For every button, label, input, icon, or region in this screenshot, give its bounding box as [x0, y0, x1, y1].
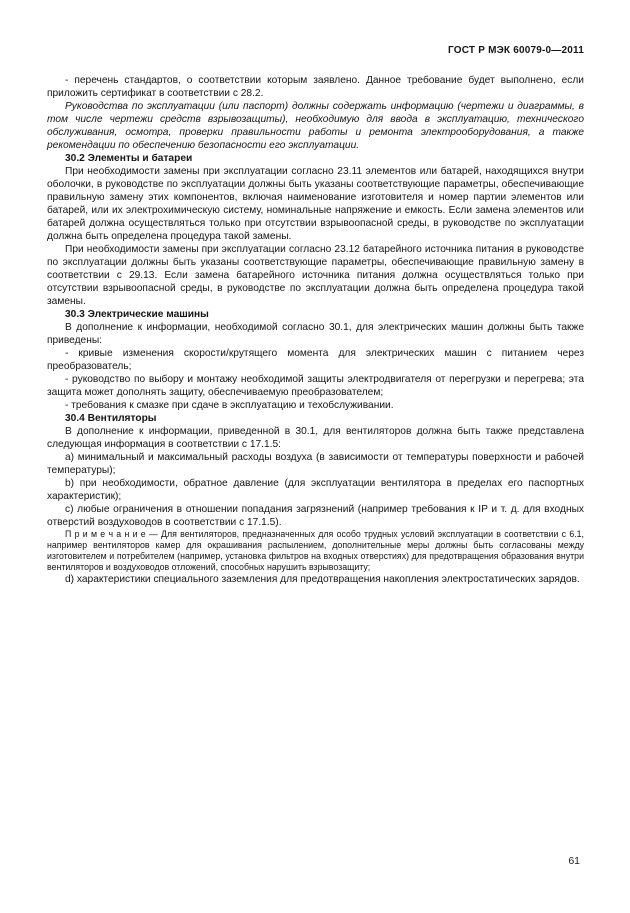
document-header: ГОСТ Р МЭК 60079-0—2011 [448, 45, 584, 56]
para-30-3-item-lubrication: - требования к смазке при сдаче в эксплуатацию и техобслуживании. [65, 400, 394, 411]
para-30-4-item-d: d) характеристики специального заземления для предотвращения накопления электростатических зарядов. [65, 574, 580, 585]
page-number: 61 [568, 855, 580, 867]
para-30-3-item-torque-curves: - кривые изменения скорости/крутящего момента для электрических машин с питанием через преобразователь; [47, 348, 584, 372]
document-body [47, 74, 584, 586]
para-30-4-item-a: a) минимальный и максимальный расходы воздуха (в зависимости от температуры поверхности и рабочей температуры); [47, 452, 584, 476]
heading-30-3: 30.3 Электрические машины [65, 309, 209, 320]
heading-30-2: 30.2 Элементы и батареи [65, 153, 193, 164]
para-standards-list-item: - перечень стандартов, о соответствии которым заявлено. Данное требование будет выполнено, если приложить сертификат в соответствии с 28.2. [47, 75, 584, 99]
para-30-2-cells-batteries: При необходимости замены при эксплуатации согласно 23.11 элементов или батарей, находящихся внутри оболочки, в руководстве по эксплуатации должны быть указаны соответствующие параметры, обеспечивающие правильную замену этих компонентов, включая наименование изготовителя и номер партии элементов или батарей, или их электрохимическую систему, номинальные напряжение и емкость. Если замена элементов или батарей должна осуществляться только при отсутствии взрывоопасной среды, в руководстве по эксплуатации должна быть определена процедура такой замены. [47, 166, 584, 242]
para-30-3-item-protection: - руководство по выбору и монтажу необходимой защиты электродвигателя от перегрузки и перегрева; эта защита может дополнять защиту, обеспечиваемую преобразователем; [47, 374, 584, 398]
para-30-4-item-c: с) любые ограничения в отношении попадания загрязнений (например требования к IP и т. д. для входных отверстий воздуховодов в соответствии с 17.1.5). [47, 504, 584, 528]
para-30-2-battery-pack: При необходимости замены при эксплуатации согласно 23.12 батарейного источника питания в руководстве по эксплуатации должны быть указаны соответствующие параметры, обеспечивающие правильную замену в соответствии с 29.13. Если замена батарейного источника питания должна осуществляться только при отсутствии взрывоопасной среды, в руководстве по эксплуатации должна быть определена процедура такой замены. [47, 244, 584, 307]
para-30-4-note: П р и м е ч а н и е — Для вентиляторов, предназначенных для особо трудных условий эксплуатации в соответствии с 6.1, например вентиляторов камер для окрашивания распылением, дополнительные меры должны быть согласованы между изготовителем и потребителем (например, установка фильтров на входных отверстиях) для предотвращения образования внутри вентиляторов и воздуховодов отложений, способных нарушить взрывозащиту; [47, 529, 584, 572]
para-30-3-intro: В дополнение к информации, необходимой согласно 30.1, для электрических машин должны быть также приведены: [47, 322, 584, 346]
heading-30-4: 30.4 Вентиляторы [65, 413, 157, 424]
para-30-4-intro: В дополнение к информации, приведенной в 30.1, для вентиляторов должна быть также представлена следующая информация в соответствии с 17.1.5: [47, 426, 584, 450]
para-30-4-item-b: b) при необходимости, обратное давление (для эксплуатации вентилятора в пределах его паспортных характеристик); [47, 478, 584, 502]
para-operation-manuals-italic: Руководства по эксплуатации (или паспорт) должны содержать информацию (чертежи и диаграммы, в том числе чертежи средств взрывозащиты), необходимую для ввода в эксплуатацию, технического обслуживания, осмотра, проверки правильности работы и ремонта электрооборудования, а также рекомендации по обеспечению безопасности его эксплуатации. [47, 101, 584, 151]
